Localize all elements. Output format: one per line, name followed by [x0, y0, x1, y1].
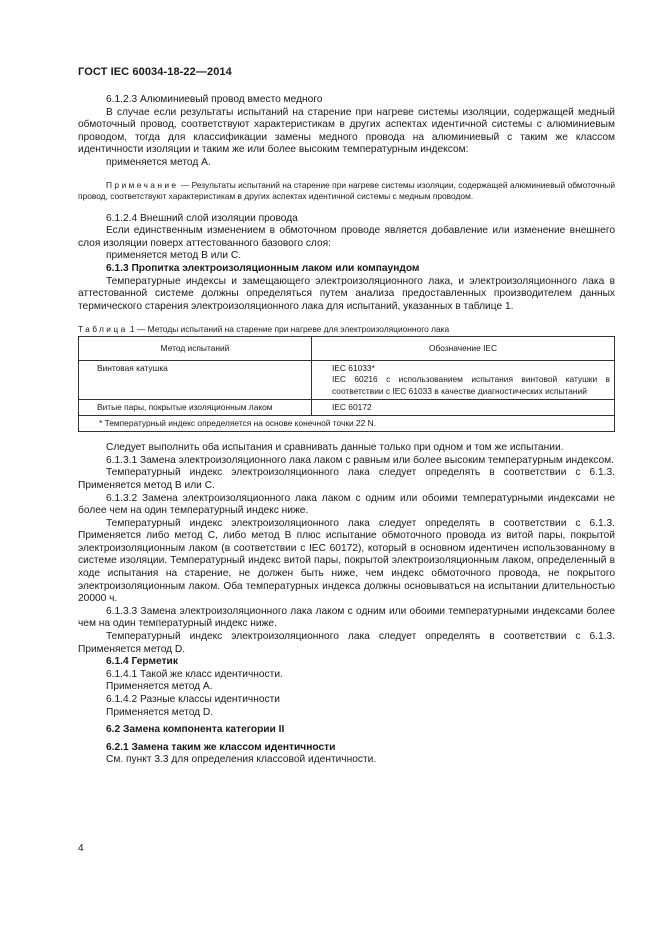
table-row [79, 399, 615, 415]
table-1-title [78, 323, 615, 336]
section-6-1-4-1: 6.1.4.1 Такой же класс идентичности. [106, 668, 283, 680]
document-body [78, 94, 615, 767]
table-cell-designation: IEC 61033* IEC 60216 с использованием испытания винтовой катушки в соответствии с IEC 61033 в качестве диагностических испытаний [312, 361, 615, 400]
section-6-1-2-4-paragraph: Если единственным изменением в обмоточном проводе является добавление или изменение внешнего слоя изоляции поверх аттестованного базового слоя: [78, 225, 615, 249]
document-header: ГОСТ IEC 60034-18-22—2014 [78, 66, 232, 78]
section-6-1-3-paragraph: Температурные индексы и замещающего электроизоляционного лака, и электроизоляционного лака в аттестованной системе должны определяться путем анализа предоставленных производителем данных термического старения электроизоляционного лака для испытаний, указанных в таблице 1. [78, 275, 615, 312]
table-footnote: * Температурный индекс определяется на основе конечной точки 22 N. [79, 415, 615, 431]
section-6-1-2-3-method: применяется метод А. [106, 156, 211, 168]
section-6-1-3-3-text: Температурный индекс электроизоляционного лака следует определять в соответствии с 6.1.3. Применяется метод D. [78, 631, 615, 655]
section-6-1-4-2: 6.1.4.2 Разные классы идентичности [106, 694, 280, 705]
table-1-title-label: Таблица [78, 324, 128, 335]
section-6-1-2-3-heading: 6.1.2.3 Алюминиевый провод вместо медного [106, 94, 323, 105]
section-6-1-3-2: 6.1.3.2 Замена электроизоляционного лака лаком с одним или обоими температурными индексами не более чем на один температурный индекс ниже. [78, 492, 615, 517]
table-1 [78, 336, 615, 432]
table-cell-method: Витые пары, покрытые изоляционным лаком [79, 399, 312, 415]
section-6-1-4-heading: 6.1.4 Герметик [106, 656, 178, 668]
section-6-1-4-1-method: Применяется метод А. [106, 681, 213, 693]
section-6-1-2-4-method: применяется метод В или С. [106, 250, 242, 262]
after-table-paragraph-1: Следует выполнить оба испытания и сравнивать данные только при одном и том же испытании. [106, 442, 564, 454]
section-6-1-3-1-text: Температурный индекс электроизоляционного лака следует определять в соответствии с 6.1.3. Применяется метод В или С. [78, 467, 615, 491]
table-header-method: Метод испытаний [79, 336, 312, 360]
table-footnote-row [79, 415, 615, 431]
table-row [79, 361, 615, 400]
table-1-title-text: 1 — Методы испытаний на старение при нагреве для электроизоляционного лака [129, 324, 450, 335]
section-6-2-1-heading: 6.2.1 Замена таким же классом идентичности [106, 741, 336, 753]
section-6-1-2-3-paragraph: В случае если результаты испытаний на старение при нагреве системы изоляции, содержащей медный обмоточный провод, соответствуют характеристикам в других аспектах идентичной системы с алюминиевым проводом, тогда для классификации замены медного провода на алюминиевый с таким же классом идентичности изоляции и таким же или более высоким температурным индексом: [78, 106, 615, 156]
table-cell-designation: IEC 60172 [312, 399, 615, 415]
section-6-1-4-2-method: Применяется метод D. [106, 706, 214, 718]
section-6-1-2-4-heading: 6.1.2.4 Внешний слой изоляции провода [106, 212, 298, 224]
note-paragraph [78, 180, 615, 203]
page-number: 4 [78, 843, 84, 854]
note-text: — Результаты испытаний на старение при нагреве системы изоляции, содержащей алюминиевый обмоточный провод, соответствуют характеристикам в других аспектах идентичной системы с медным проводом. [78, 179, 615, 202]
section-6-1-3-heading: 6.1.3 Пропитка электроизоляционным лаком или компаундом [106, 262, 420, 274]
table-header-row [79, 336, 615, 360]
note-label: Примечание [106, 179, 179, 190]
section-6-1-3-1: 6.1.3.1 Замена электроизоляционного лака лаком с равным или более высоким температурным индексом. [106, 454, 614, 466]
section-6-2-heading: 6.2 Замена компонента категории II [106, 724, 285, 736]
table-header-designation: Обозначение IEC [312, 336, 615, 360]
section-6-1-3-2-text: Температурный индекс электроизоляционного лака следует определять в соответствии с 6.1.3. Применяется либо метод С, либо метод В плюс испытание обмоточного провода из витой пары, покрытой электроизоляционным лаком (в соответствии с IEC 60172), который в основном идентичен использованному в системе изоляции. Температурный индекс витой пары, покрытой электроизоляционным лаком, определенный в ходе испытания на старение, не должен быть ниже, чем индекс обмоточного провода, не покрытого электроизоляционным лаком. Оба температурных индекса должны основываться на испытании длительностью 20000 ч. [78, 517, 615, 605]
table-cell-method: Винтовая катушка [79, 361, 312, 400]
section-6-1-3-3: 6.1.3.3 Замена электроизоляционного лака лаком с одним или обоими температурными индексами более чем на один температурный индекс ниже. [78, 605, 615, 630]
section-6-2-1-text: См. пункт 3.3 для определения классовой идентичности. [106, 754, 377, 766]
